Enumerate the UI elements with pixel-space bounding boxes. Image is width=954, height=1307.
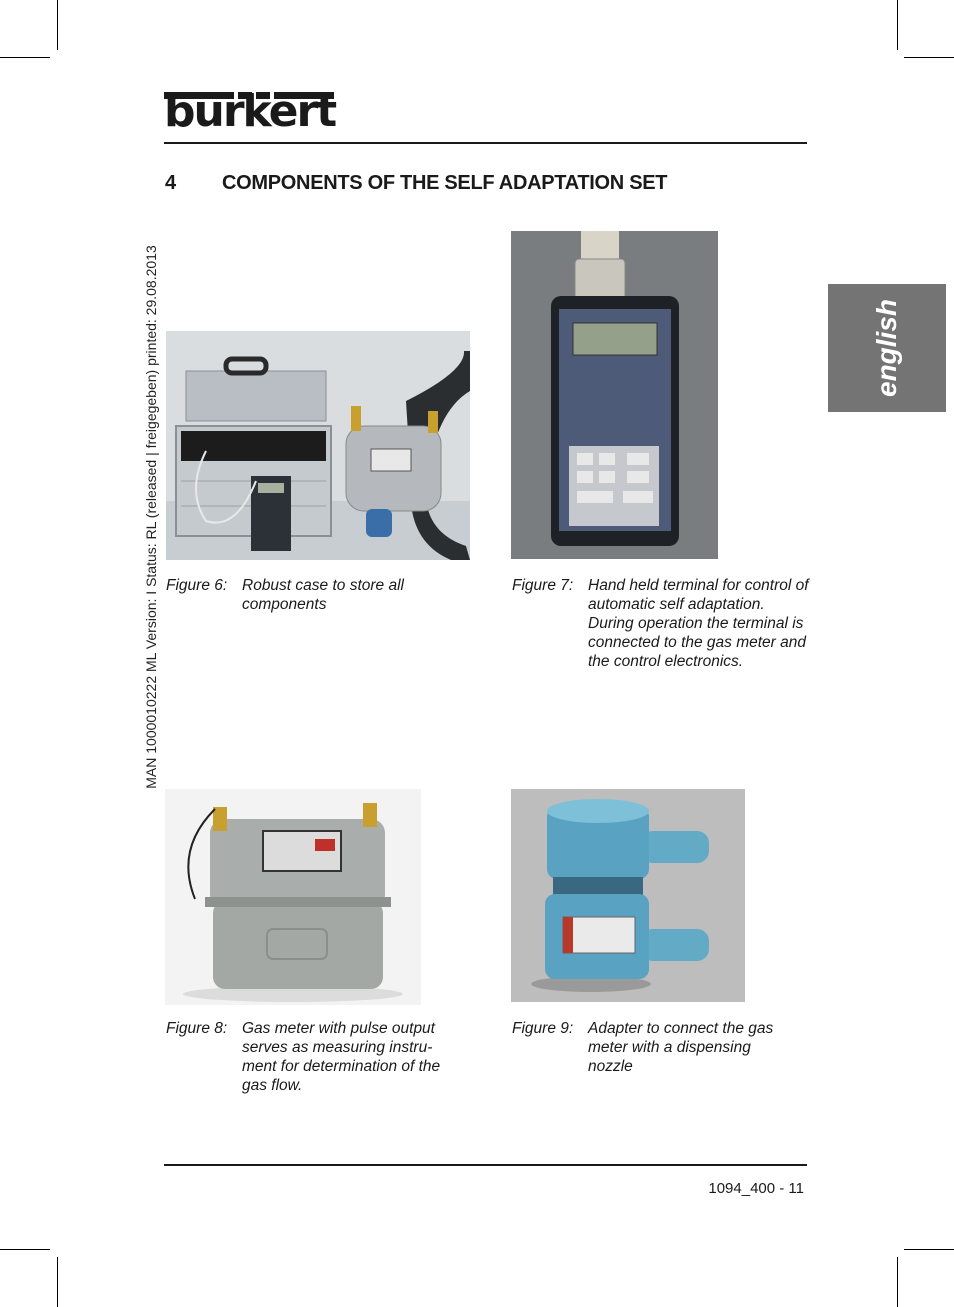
footer-rule [164, 1164, 807, 1166]
figure-9-text: Adapter to connect the gas meter with a dispensing nozzle [588, 1020, 774, 1075]
section-title: COMPONENTS OF THE SELF ADAPTATION SET [222, 172, 668, 194]
page-number: 1094_400 - 11 [708, 1180, 804, 1197]
figure-7-text: Hand held terminal for control of automatic self adaptation. During operation the terminal is connected to the gas meter and the control electronics. [588, 577, 809, 670]
logo-text: bürkert [164, 86, 336, 137]
section-number: 4 [165, 172, 177, 194]
figure-9-photo [511, 789, 745, 1002]
figure-6-photo [166, 331, 470, 560]
document-version-note: MAN 1000010222 ML Version: I Status: RL (released | freigegeben) printed: 29.08.2013 [143, 245, 159, 789]
figure-8-photo [165, 789, 421, 1005]
burkert-logo [164, 86, 336, 140]
figure-9-label: Figure 9: [512, 1020, 574, 1037]
figure-6-text: Robust case to store all components [242, 577, 404, 613]
crop-mark [897, 1257, 898, 1307]
crop-mark [897, 0, 898, 50]
figure-8-label: Figure 8: [166, 1020, 228, 1037]
figure-7-label: Figure 7: [512, 577, 574, 594]
language-tab [828, 284, 946, 412]
figure-6-label: Figure 6: [166, 577, 228, 594]
header-rule [164, 142, 807, 144]
figure-8-text: Gas meter with pulse output serves as measuring instru-ment for determination of the gas flow. [242, 1020, 441, 1094]
crop-mark [0, 57, 50, 58]
crop-mark [904, 57, 954, 58]
crop-mark [0, 1249, 50, 1250]
figure-7-photo [511, 231, 718, 559]
crop-mark [904, 1249, 954, 1250]
crop-mark [57, 1257, 58, 1307]
language-label: english [871, 298, 902, 398]
crop-mark [57, 0, 58, 50]
